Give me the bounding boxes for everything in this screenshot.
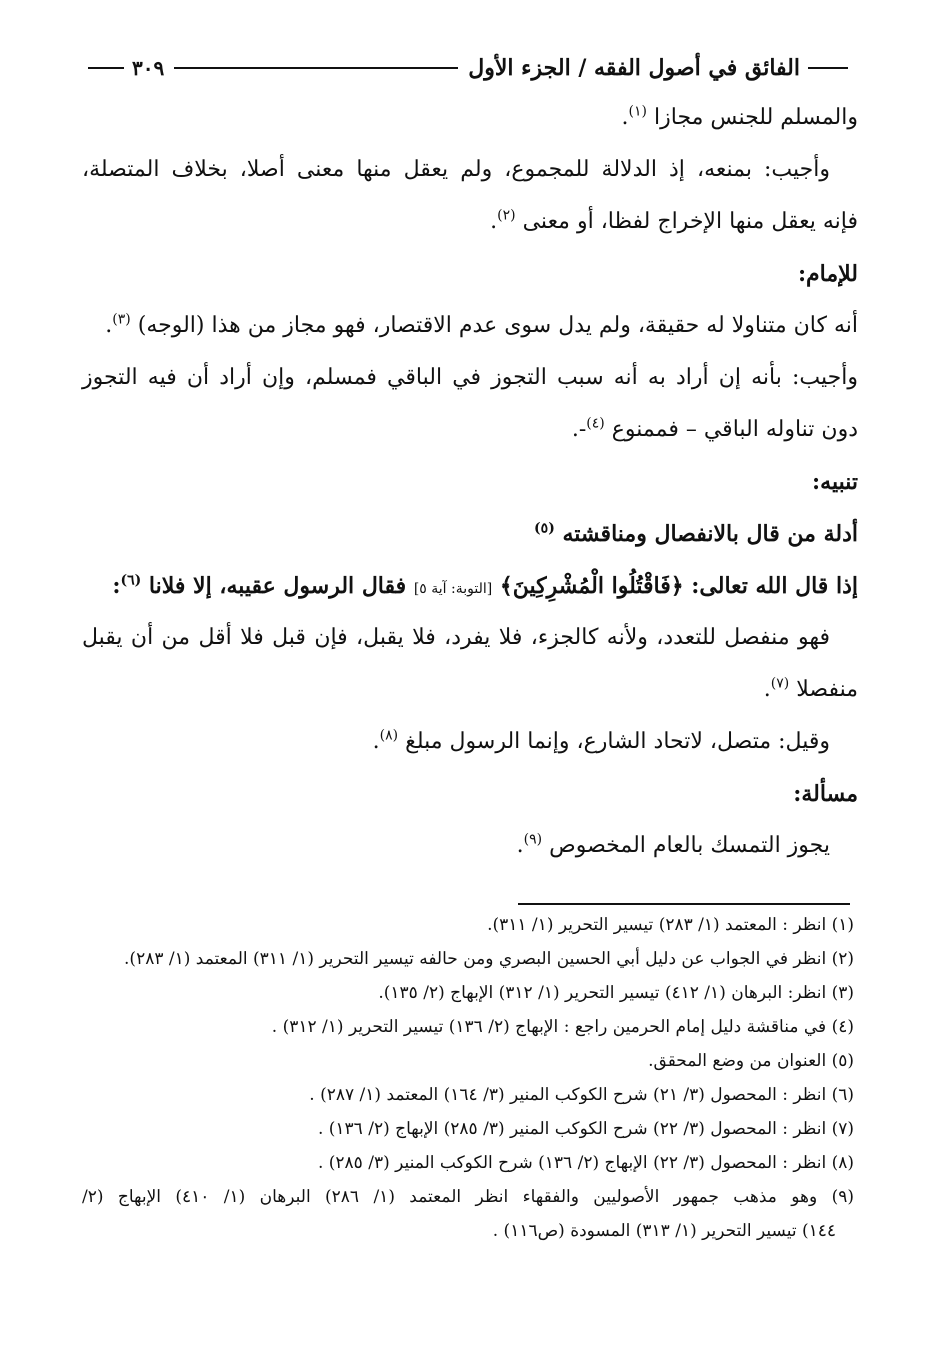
header-dash-left (88, 67, 124, 69)
quran-quote: ﴿فَاقْتُلُوا الْمُشْرِكِينَ﴾ (499, 573, 684, 599)
text-line: فإنه يعقل منها الإخراج لفظا، أو معنى $^{(٢)}$. (490, 207, 858, 234)
footnote-ref: (٦) (120, 572, 142, 589)
footnotes (82, 908, 854, 1248)
footnote-ref: (٧) (770, 675, 790, 692)
footnote: (٨) انظر : المحصول (٣/ ٢٢) الإبهاج (٢/ ١٣٦) شرح الكوكب المنير (٣/ ٢٨٥) . (317, 1153, 854, 1173)
footnote: (٤) في مناقشة دليل إمام الحرمين راجع : الإبهاج (٢/ ١٣٦) تيسير التحرير (١/ ٣١٢) . (271, 1017, 854, 1037)
text-line: والمسلم للجنس مجازا $^{(١)}$. (621, 103, 858, 130)
page-number: ٣٠٩ (132, 56, 165, 80)
footnote: (١) انظر : المعتمد (١/ ٢٨٣) تيسير التحرير (١/ ٣١١). (487, 915, 854, 935)
book-title: الفائق في أصول الفقه / الجزء الأول (468, 55, 800, 81)
footnote-ref: (٢) (497, 207, 516, 224)
header-dash-right (808, 67, 848, 69)
quran-citation: [التوبة: آية ٥] (413, 581, 493, 597)
footnote: (٢) انظر في الجواب عن دليل أبي الحسين البصري ومن حالفه تيسير التحرير (١/ ٣١١) المعتمد (١/ ٢٨٣). (124, 949, 854, 969)
footnote-continuation: ١٤٤) تيسير التحرير (١/ ٣١٣) المسودة (ص١١٦) . (492, 1221, 836, 1241)
footnote: (٣) انظر: البرهان (١/ ٤١٢) تيسير التحرير (١/ ٣١٢) الإبهاج (٢/ ١٣٥). (378, 983, 854, 1003)
text-line: منفصلا $^{(٧)}$. (763, 675, 858, 702)
section-heading: مسألة: (793, 781, 858, 807)
footnote-ref: (١) (628, 103, 647, 120)
main-text (82, 92, 858, 872)
text-line: دون تناوله الباقي – فممنوع $^{(٤)}$-. (571, 415, 858, 442)
footnote: (٦) انظر : المحصول (٣/ ٢١) شرح الكوكب المنير (٣/ ١٦٤) المعتمد (١/ ٢٨٧) . (309, 1085, 854, 1105)
header-rule (174, 67, 458, 69)
section-heading: للإمام: (797, 261, 858, 287)
text-line: وقيل: متصل، لاتحاد الشارع، وإنما الرسول مبلغ $^{(٨)}$. (372, 727, 830, 754)
text-line: أنه كان متناولا له حقيقة، ولم يدل سوى عدم الاقتصار، فهو مجاز من هذا (الوجه) $^{(٣)}$. (105, 311, 858, 338)
footnote-separator (518, 903, 850, 905)
footnote-ref: (٨) (379, 727, 399, 744)
section-heading: تنبيه: (812, 469, 858, 495)
text-line: فهو منفصل للتعدد، ولأنه كالجزء، فلا يفرد، فلا يقبل، فإن قبل فلا أقل من أن يقبل (82, 625, 830, 650)
text-line: إذا قال الله تعالى: ﴿فَاقْتُلُوا الْمُشْرِكِينَ﴾ [التوبة: آية ٥] فقال الرسول عقيبه، إلا فلانا $^{(٦)}$: (112, 572, 858, 599)
footnote: (٥) العنوان من وضع المحقق. (648, 1051, 854, 1071)
footnote: (٧) انظر : المحصول (٣/ ٢٢) شرح الكوكب المنير (٣/ ٢٨٥) الإبهاج (٢/ ١٣٦) . (317, 1119, 854, 1139)
footnote: (٩) وهو مذهب جمهور الأصوليين والفقهاء انظر المعتمد (١/ ٢٨٦) البرهان (١/ ٤١٠) الإبهاج (٢/ (82, 1187, 854, 1207)
footnote-ref: (٥) (534, 520, 555, 537)
text-line: وأجيب: بمنعه، إذ الدلالة للمجموع، ولم يعقل منها معنى أصلا، بخلاف المتصلة، (82, 157, 830, 182)
running-header (88, 48, 848, 88)
footnote-ref: (٣) (112, 311, 131, 328)
text-line: وأجيب: بأنه إن أراد به أنه سبب التجوز في الباقي فمسلم، وإن أراد أن فيه التجوز (82, 365, 858, 390)
section-heading: أدلة من قال بالانفصال ومناقشته $^{(٥)}$ (534, 520, 858, 547)
text-line: يجوز التمسك بالعام المخصوص $^{(٩)}$. (516, 831, 830, 858)
footnote-ref: (٤) (586, 415, 605, 432)
footnote-ref: (٩) (523, 831, 543, 848)
